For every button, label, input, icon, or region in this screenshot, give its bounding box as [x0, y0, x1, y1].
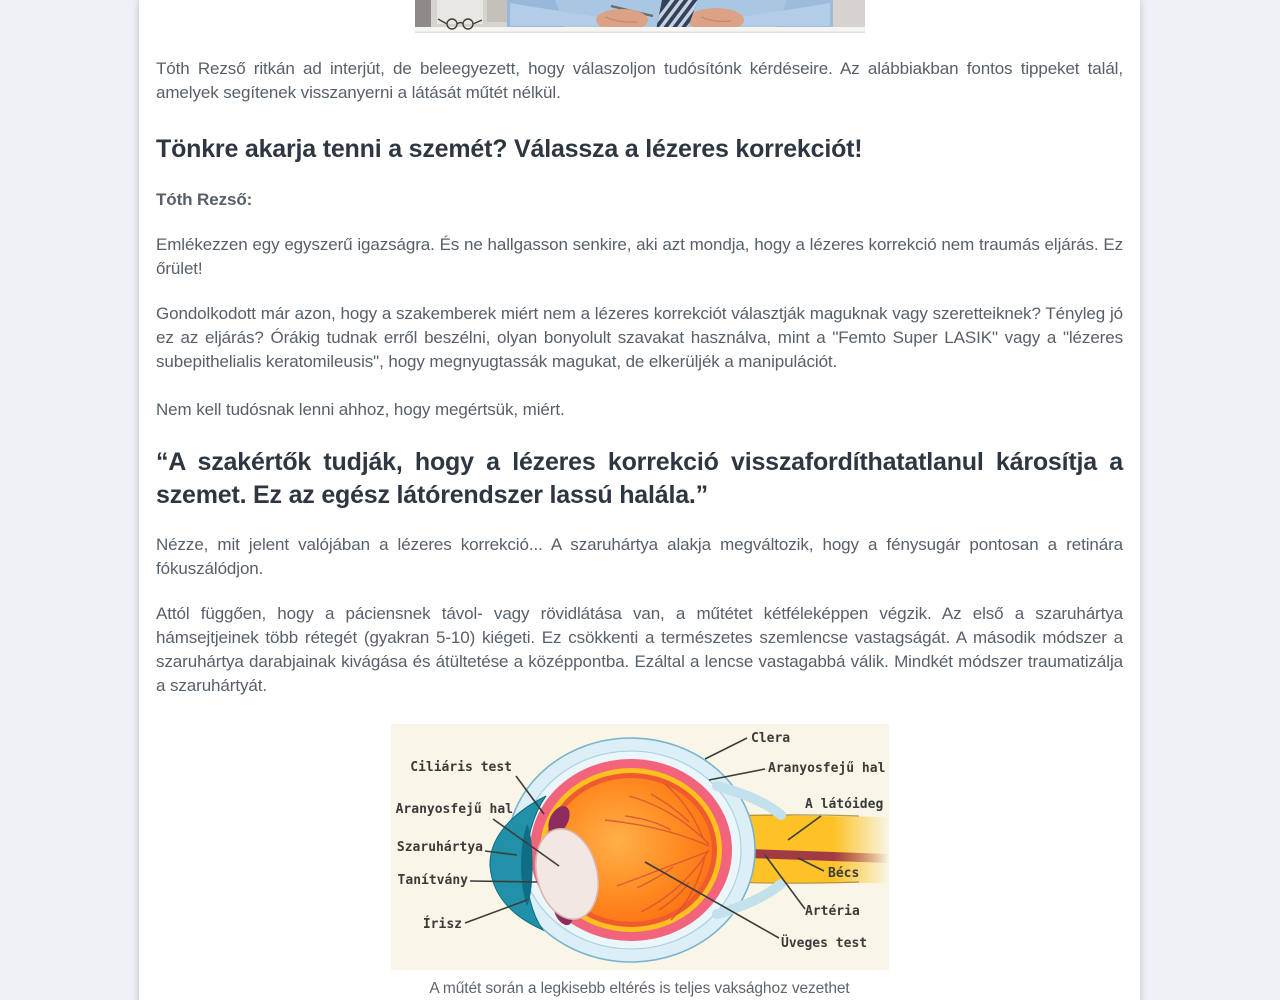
article-content [139, 0, 1140, 1000]
figure-caption: A műtét során a legkisebb eltérés is teljes vaksághoz vezethet [429, 980, 850, 997]
label-optic-nerve: A látóideg [804, 797, 883, 812]
label-pupil: Tanítvány [397, 873, 468, 888]
label-vitreous-body: Üveges test [780, 936, 867, 951]
label-goldfish-right: Aranyosfejű hal [767, 761, 885, 776]
eye-diagram [391, 724, 889, 970]
paragraph-3: Nem kell tudósnak lenni ahhoz, hogy megértsük, miért. [156, 400, 565, 419]
paragraph-2: Gondolkodott már azon, hogy a szakemberek miért nem a lézeres korrekciót választják maguknak vagy szeretteiknek? Tényleg jó ez az eljárás? Órákig tudnak erről beszélni, olyan bonyolult szavakat használva, mint a "Femto Super LASIK" vagy a "lézeres subepithelialis keratomileusis", hogy megnyugtassák magukat, de elkerüljék a manipulációt. [156, 304, 1123, 371]
label-goldfish-left: Aranyosfejű hal [395, 802, 513, 817]
label-ciliary-body: Ciliáris test [409, 760, 512, 775]
interview-photo [415, 0, 865, 33]
paragraph-4: Nézze, mit jelent valójában a lézeres korrekció... A szaruhártya alakja megváltozik, hogy a fénysugár pontosan a retinára fókuszálódjon. [156, 535, 1123, 578]
section-heading: Tönkre akarja tenni a szemét? Válassza a lézeres korrekciót! [156, 135, 863, 163]
eye-diagram-figure [391, 724, 889, 970]
label-artery: Artéria [804, 904, 860, 919]
speaker-name: Tóth Rezső: [156, 190, 253, 209]
label-vein: Bécs [827, 866, 859, 881]
label-cornea: Szaruhártya [396, 840, 483, 855]
label-sclera: Clera [750, 731, 790, 746]
paragraph-5: Attól függően, hogy a páciensnek távol- vagy rövidlátása van, a műtétet kétféleképpen végzik. Az első a szaruhártya hámsejtjeinek több rétegét (gyakran 5-10) kiégeti. Ez csökkenti a természetes szemlencse vastagságát. A második módszer a szaruhártya darabjainak kivágása és átültetése a középpontba. Ezáltal a lencse vastagabbá válik. Mindkét módszer traumatizálja a szaruhártyát. [156, 604, 1123, 695]
paragraph-1: Emlékezzen egy egyszerű igazságra. És ne hallgasson senkire, aki azt mondja, hogy a lézeres korrekció nem traumás eljárás. Ez őrület! [156, 235, 1123, 278]
quote-heading: “A szakértők tudják, hogy a lézeres korrekció visszafordíthatatlanul károsítja a szemet. Ez az egész látórendszer lassú halála.” [156, 448, 1123, 509]
label-iris: Írisz [422, 917, 462, 932]
intro-paragraph: Tóth Rezső ritkán ad interjút, de beleegyezett, hogy válaszoljon tudósítónk kérdéseire. Az alábbiakban fontos tippeket talál, amelyek segítenek visszanyerni a látását műtét nélkül. [156, 59, 1123, 102]
